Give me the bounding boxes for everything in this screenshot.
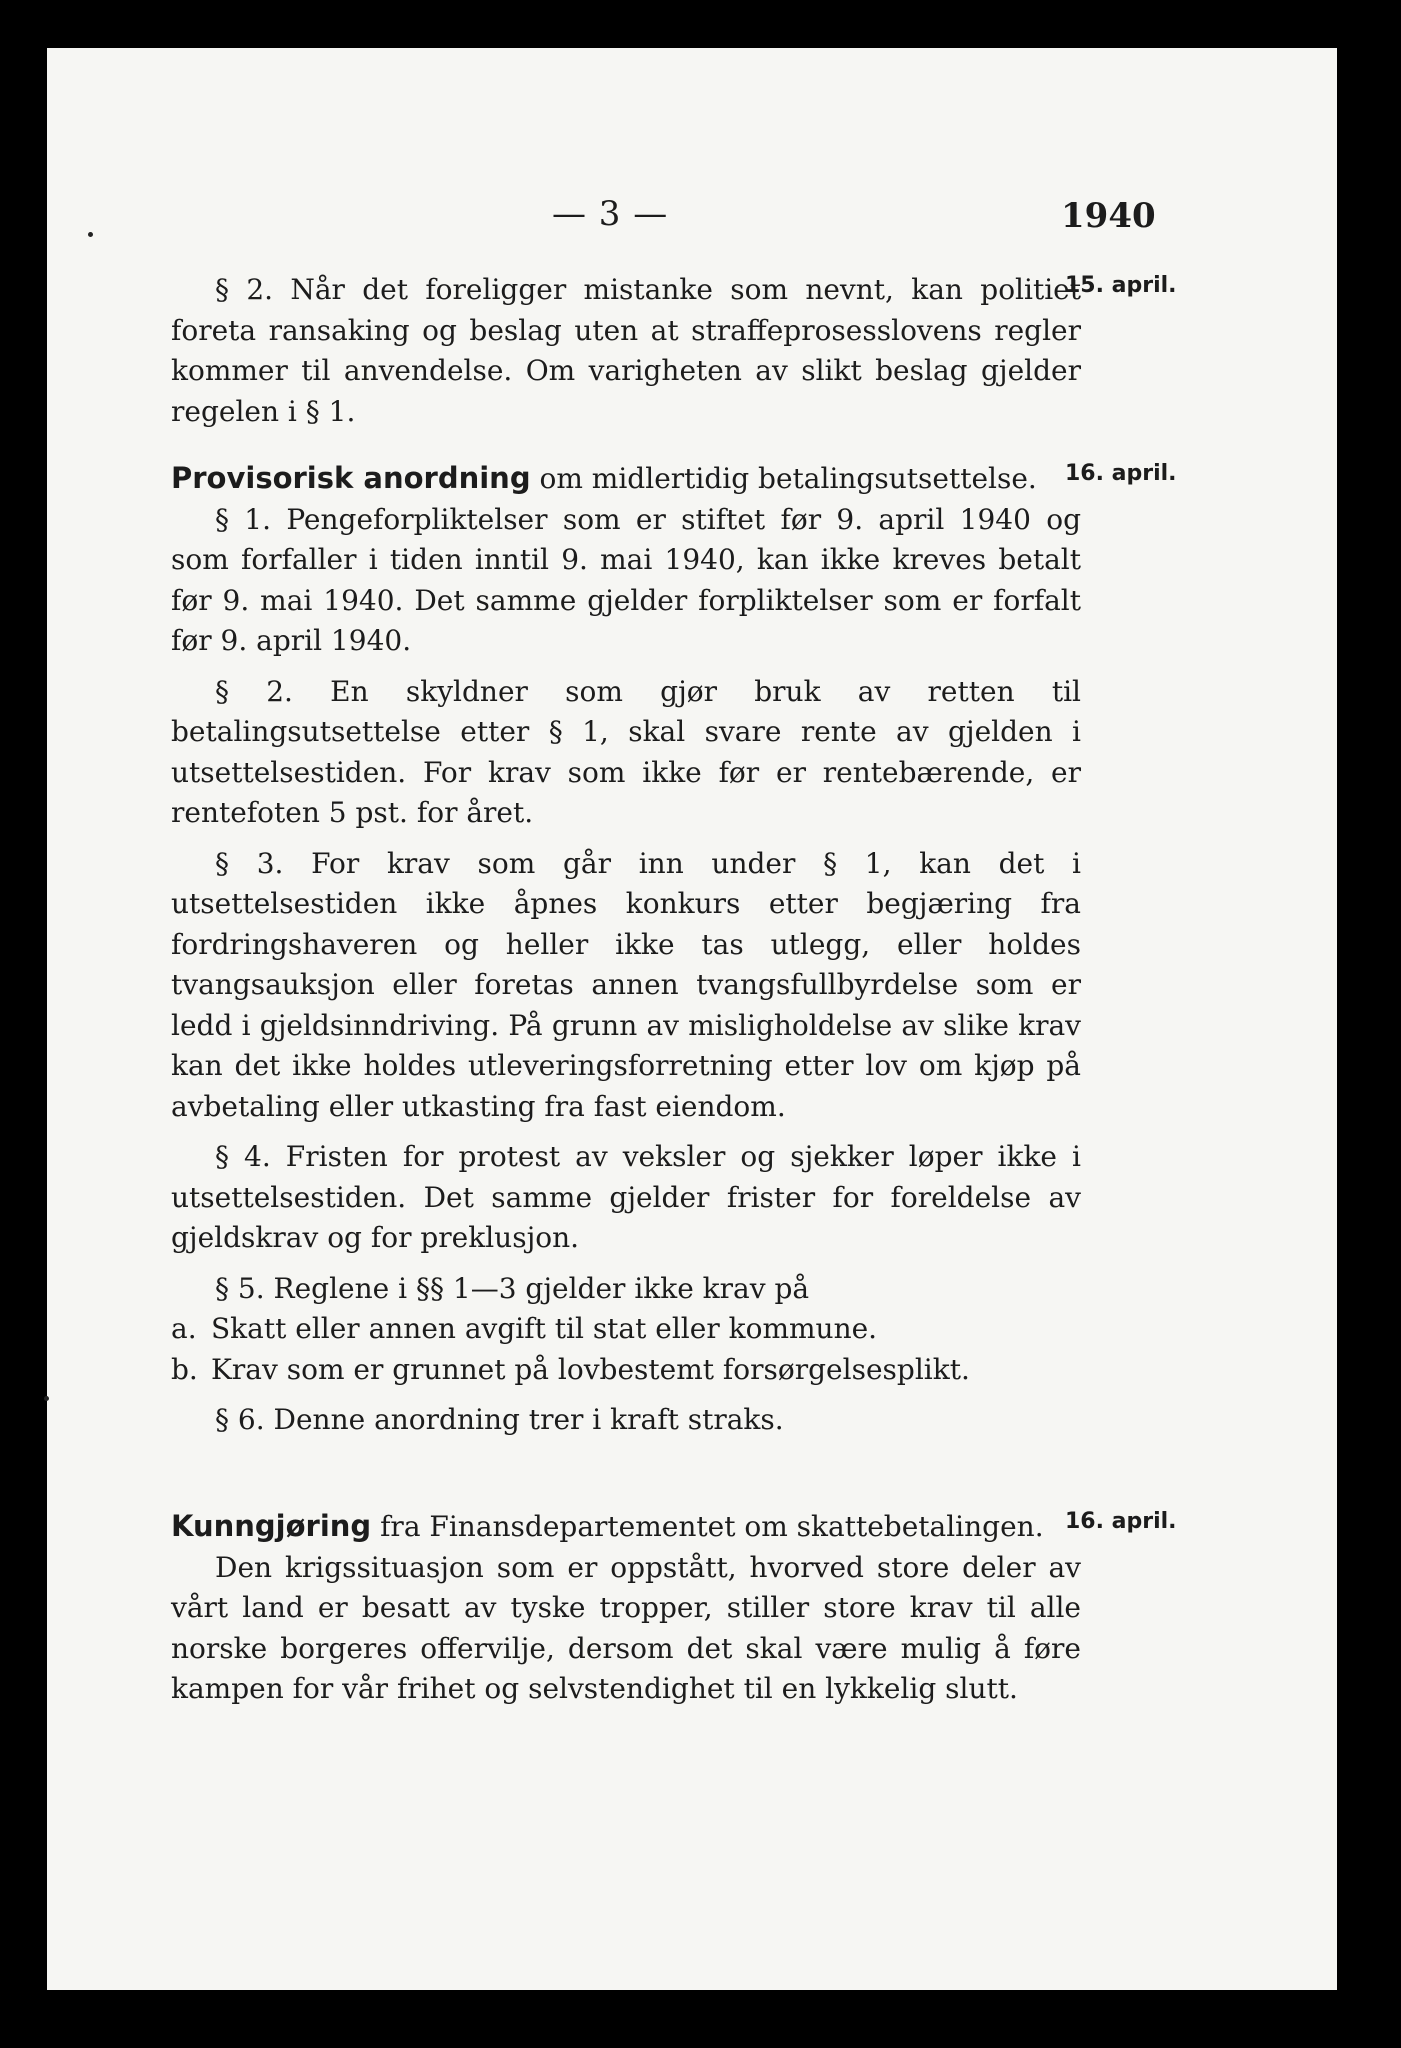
ordinance-heading-rest: om midlertidig betalingsutsettelse. — [530, 462, 1037, 495]
page-number: — 3 — — [552, 194, 669, 234]
list-item-a — [171, 1309, 1081, 1350]
section-provisional-ordinance — [171, 458, 1081, 1441]
margin-date-16-april-announcement: 16. april. — [1065, 1509, 1177, 1534]
paragraph-section-5: § 5. Reglene i §§ 1—3 gjelder ikke krav på — [215, 1271, 810, 1305]
paragraph-announcement: Den krigssituasjon som er oppstått, hvorved store deler av vårt land er besatt av tyske tropper, stiller store krav til alle norske borgeres offervilje, dersom det skal være mulig å føre kampen for vår frihet og selvstendighet til en lykkelig slutt. — [171, 1550, 1081, 1705]
section-announcement — [171, 1506, 1081, 1710]
section-police-search — [171, 270, 1081, 432]
list-text-b: Krav som er grunnet på lovbestemt forsørgelsesplikt. — [211, 1352, 970, 1386]
margin-date-15-april: 15. april. — [1065, 273, 1177, 298]
list-letter-a: a. — [171, 1312, 197, 1345]
list-text-a: Skatt eller annen avgift til stat eller kommune. — [211, 1312, 878, 1345]
announcement-heading-rest: fra Finansdepartementet om skattebetalingen. — [371, 1510, 1044, 1543]
paragraph-section-2: § 2. En skyldner som gjør bruk av retten til betalingsutsettelse etter § 1, skal svare rente av gjelden i utsettelsestiden. For krav som ikke før er rentebærende, er rentefoten 5 pst. for året. — [171, 674, 1081, 829]
announcement-heading-bold: Kunngjøring — [171, 1509, 372, 1543]
scan-speck — [44, 1396, 49, 1401]
paragraph-section-4: § 4. Fristen for protest av veksler og sjekker løper ikke i utsettelsestiden. Det samme gjelder frister for foreldelse av gjeldskrav og for preklusjon. — [171, 1140, 1081, 1254]
header-year: 1940 — [1061, 196, 1156, 236]
document-page — [47, 48, 1337, 1990]
announcement-heading — [171, 1506, 1081, 1548]
paragraph-section-2-police: § 2. Når det foreligger mistanke som nevnt, kan politiet foreta ransaking og beslag uten at straffeprosesslovens regler kommer til anvendelse. Om varigheten av slikt beslag gjelder regelen i § 1. — [171, 273, 1081, 428]
ordinance-heading-bold: Provisorisk anordning — [171, 461, 531, 495]
list-item-b — [171, 1350, 1081, 1391]
ordinance-heading — [171, 458, 1081, 500]
paragraph-section-6: § 6. Denne anordning trer i kraft straks. — [215, 1403, 784, 1436]
list-letter-b: b. — [171, 1352, 198, 1386]
paragraph-section-1: § 1. Pengeforpliktelser som er stiftet før 9. april 1940 og som forfaller i tiden inntil 9. mai 1940, kan ikke kreves betalt før 9. mai 1940. Det samme gjelder forpliktelser som er forfalt før 9. april 1940. — [171, 502, 1081, 657]
scan-speck — [88, 232, 93, 237]
page-header — [47, 194, 1337, 254]
paragraph-section-3: § 3. For krav som går inn under § 1, kan det i utsettelsestiden ikke åpnes konkurs etter begjæring fra fordringshaveren og heller ikke tas utlegg, eller holdes tvangsauksjon eller foretas annen tvangsfullbyrdelse som er ledd i gjeldsinndriving. På grunn av misligholdelse av slike krav kan det ikke holdes utleveringsforretning etter lov om kjøp på avbetaling eller utkasting fra fast eiendom. — [171, 846, 1081, 1123]
margin-date-16-april-ordinance: 16. april. — [1065, 461, 1177, 486]
